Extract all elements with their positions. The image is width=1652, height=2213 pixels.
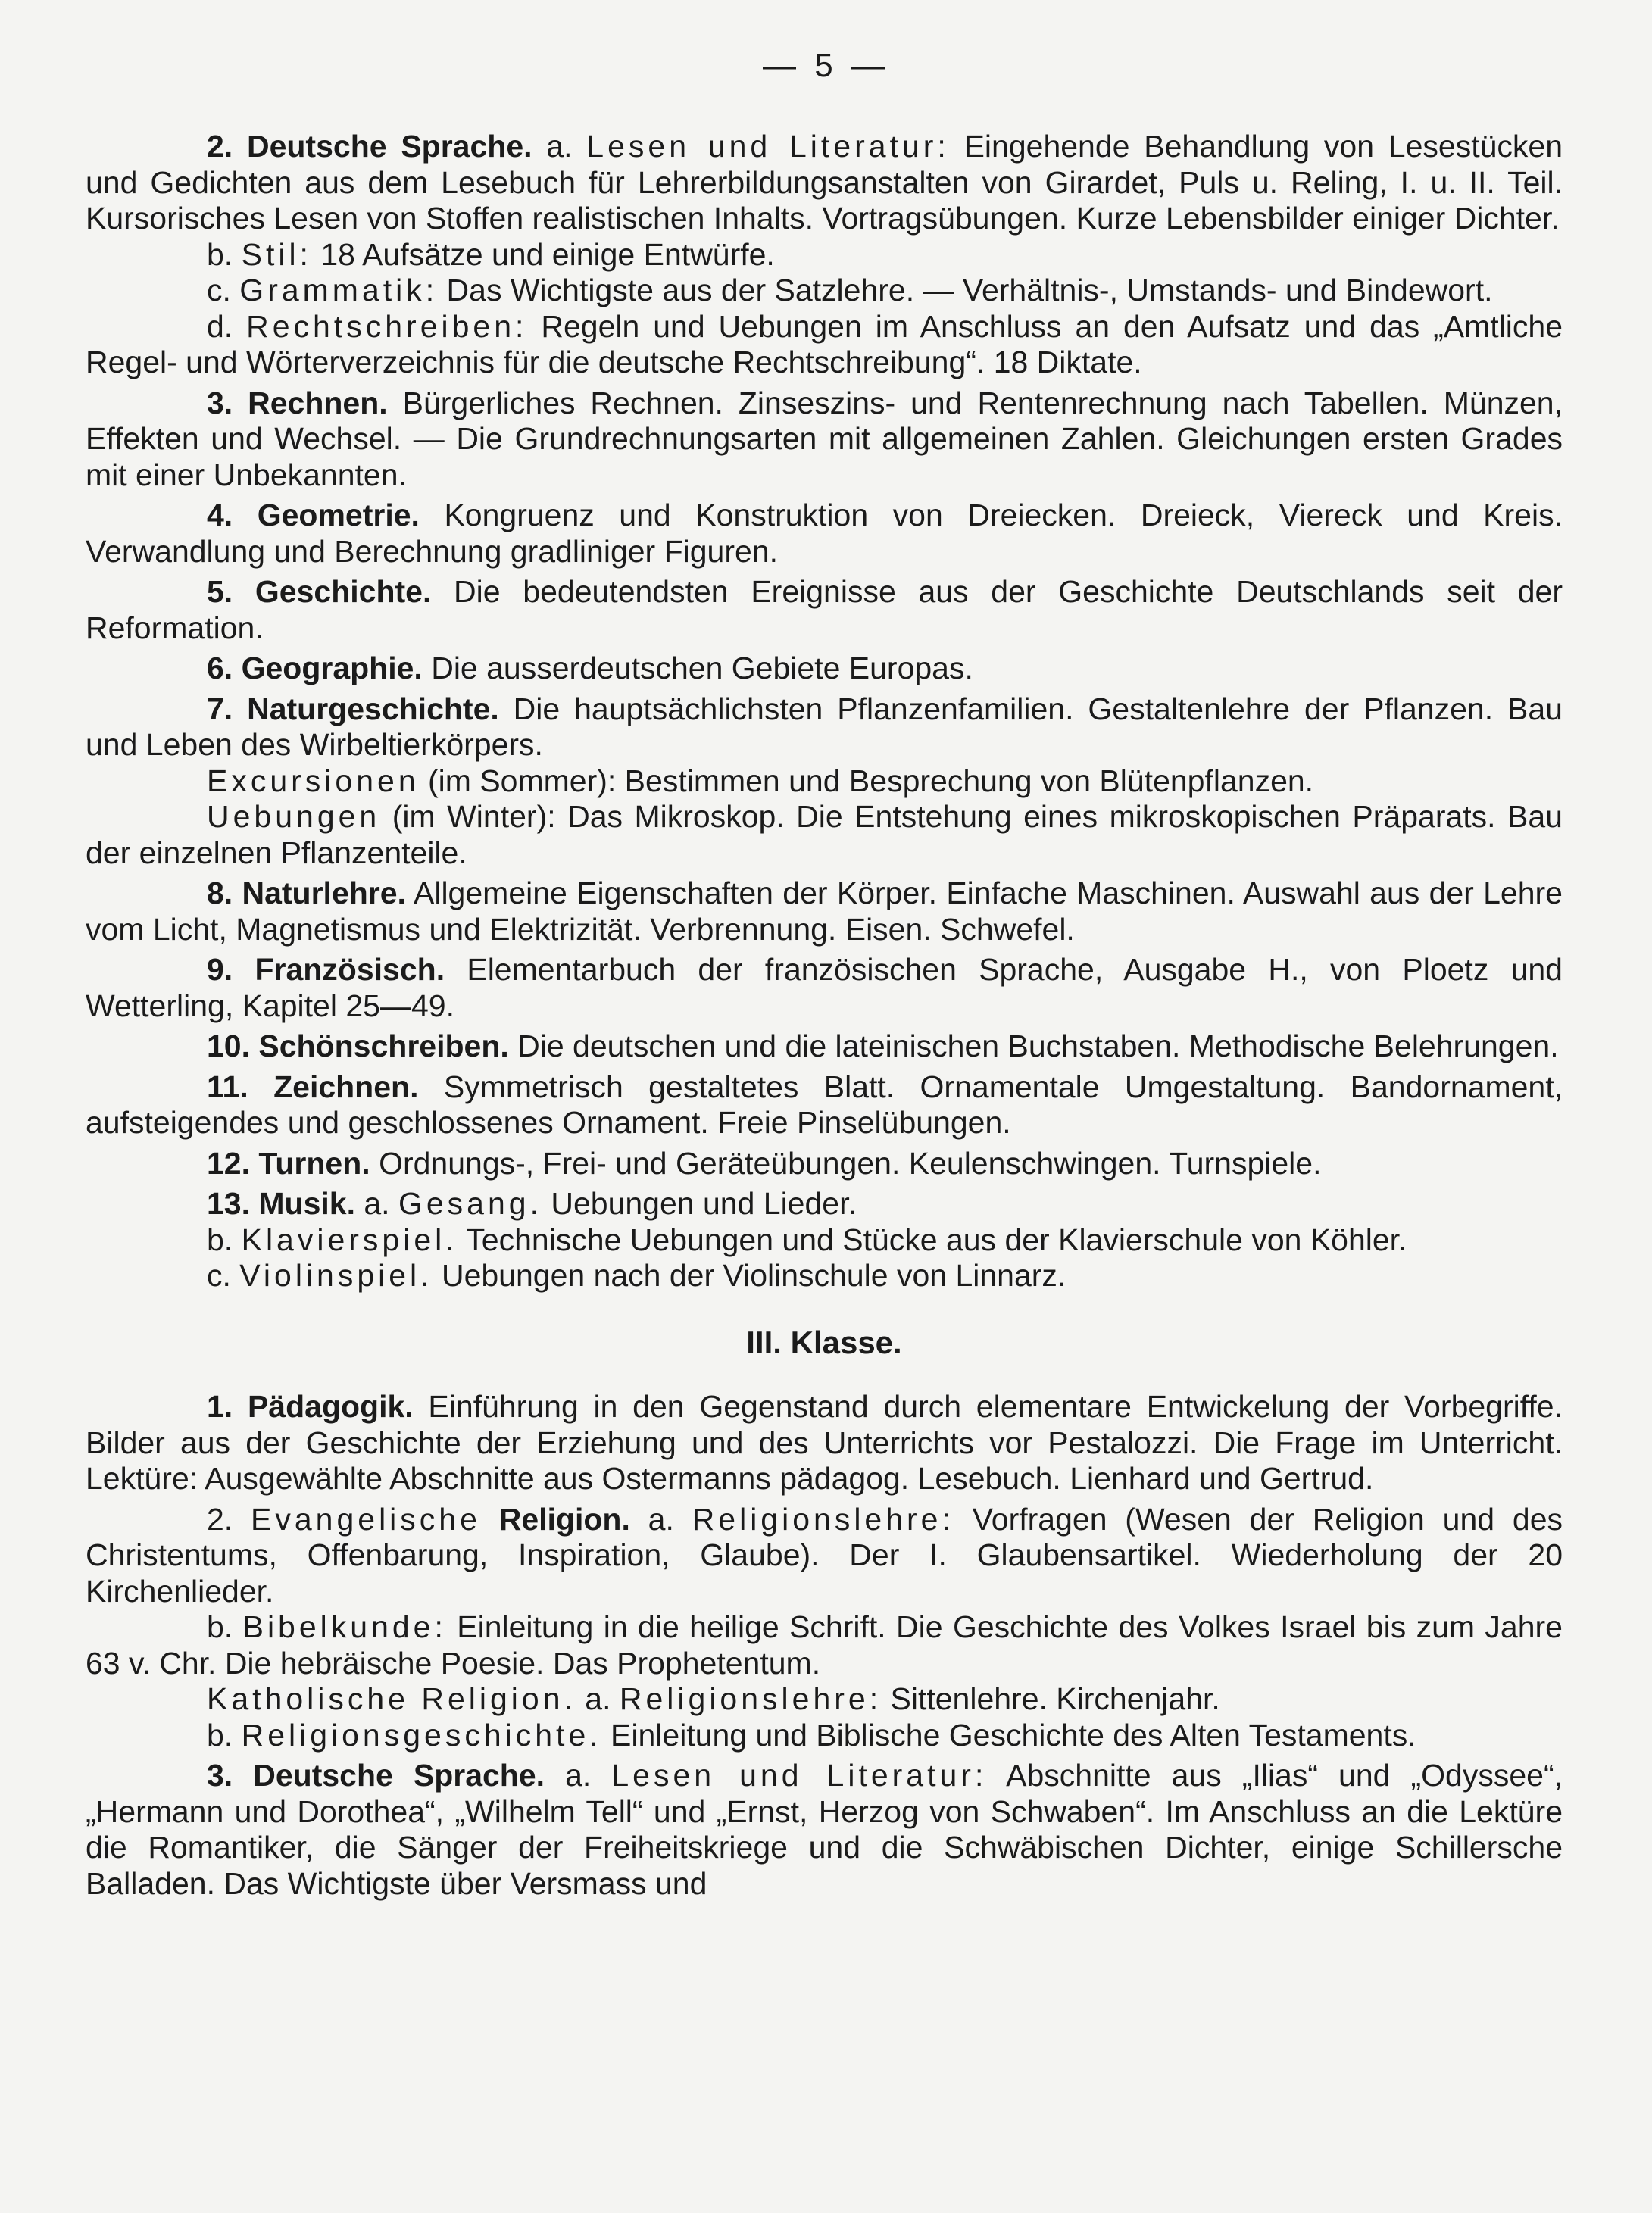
paragraph <box>86 799 1563 871</box>
text-run: Kongruenz und Konstruktion von Dreiecken. Dreieck, Viereck und Kreis. Verwandlung und Berechnung gradliniger Figuren. <box>86 498 1563 569</box>
spaced-subheading: Religionslehre: <box>692 1501 954 1537</box>
text-run: (im Sommer): Bestimmen und Besprechung von Blütenpflanzen. <box>419 763 1314 798</box>
subject-title: 11. Zeichnen. <box>207 1069 419 1104</box>
paragraph <box>86 876 1563 947</box>
text-run: d. <box>207 308 247 344</box>
text-run: Uebungen nach der Violinschule von Linnarz. <box>433 1258 1066 1293</box>
subject-title: 12. Turnen. <box>207 1145 370 1181</box>
subject-title: 4. Geometrie. <box>207 498 420 532</box>
subject-title: 2. Deutsche Sprache. <box>207 129 532 164</box>
text-run: Einleitung in die heilige Schrift. Die Geschichte des Volkes Israel bis zum Jahre 63 v. Chr. Die hebräische Poesie. Das Prophetentum. <box>86 1609 1563 1681</box>
spaced-subheading: Evangelische <box>251 1501 481 1537</box>
text-run: Die hauptsächlichsten Pflanzenfamilien. Gestaltenlehre der Pflanzen. Bau und Leben des Wirbeltierkörpers. <box>86 691 1563 762</box>
text-run: Die deutschen und die lateinischen Buchstaben. Methodische Belehrungen. <box>508 1028 1559 1063</box>
paragraph <box>86 1718 1563 1754</box>
paragraph <box>86 1146 1563 1182</box>
text-run: Ordnungs-, Frei- und Geräteübungen. Keulenschwingen. Turnspiele. <box>370 1145 1322 1181</box>
subject-title: 1. Pädagogik. <box>207 1389 414 1424</box>
paragraph <box>86 237 1563 273</box>
text-run: b. <box>207 1609 243 1644</box>
paragraph <box>86 385 1563 494</box>
paragraph <box>86 1609 1563 1681</box>
spaced-subheading: Grammatik: <box>239 273 439 307</box>
paragraph <box>86 498 1563 570</box>
section-heading: III. Klasse. <box>746 1324 902 1360</box>
subject-title: 9. Französisch. <box>207 952 445 987</box>
document-body <box>86 129 1563 1902</box>
text-run: Sittenlehre. Kirchenjahr. <box>882 1681 1220 1716</box>
paragraph <box>86 1028 1563 1065</box>
paragraph <box>86 1069 1563 1141</box>
text-run: b. <box>207 1222 242 1257</box>
text-run: Das Wichtigste aus der Satzlehre. — Verhältnis-, Umstands- und Bindewort. <box>438 273 1493 307</box>
text-run: Einleitung und Biblische Geschichte des Alten Testaments. <box>601 1717 1416 1753</box>
class-iii-curriculum <box>86 1389 1563 1902</box>
paragraph <box>86 1186 1563 1222</box>
paragraph <box>86 952 1563 1024</box>
paragraph <box>86 651 1563 687</box>
spaced-subheading: Excursionen <box>207 763 420 798</box>
subject-title: 3. Deutsche Sprache. <box>207 1758 545 1793</box>
text-run: a. <box>629 1501 692 1537</box>
subject-title: 5. Geschichte. <box>207 574 432 609</box>
paragraph <box>86 129 1563 237</box>
text-run: c. <box>207 273 240 307</box>
paragraph <box>86 273 1563 309</box>
text-run: a. <box>576 1681 620 1716</box>
text-run: c. <box>207 1258 240 1293</box>
text-run: b. <box>207 236 242 272</box>
text-run: b. <box>207 1717 242 1753</box>
subject-title: 13. Musik. <box>207 1186 355 1221</box>
spaced-subheading: Religionslehre: <box>619 1681 882 1716</box>
spaced-subheading: Violinspiel. <box>239 1258 433 1293</box>
paragraph <box>86 1222 1563 1259</box>
subject-title: 8. Naturlehre. <box>207 876 406 910</box>
paragraph <box>86 763 1563 800</box>
text-run: Abschnitte aus „Ilias“ und „Odyssee“, „Hermann und Dorothea“, „Wilhelm Tell“ und „Ernst, Herzog von Schwaben“. Im Anschluss an die Lektüre die Romantiker, die Sänger der Freiheitskriege und die Schwäbischen Dichter, einige Schillersche Balladen. Das Wichtigste über Versmass und <box>86 1758 1563 1901</box>
text-run <box>481 1502 499 1537</box>
text-run: a. <box>354 1186 398 1221</box>
text-run: 2. <box>207 1501 251 1537</box>
text-run: (im Winter): Das Mikroskop. Die Entstehung eines mikroskopischen Präparats. Bau der einzelnen Pflanzenteile. <box>86 799 1563 870</box>
text-run: a. <box>532 129 587 164</box>
subject-title: 7. Naturgeschichte. <box>207 691 499 726</box>
subject-title: Religion. <box>498 1501 630 1537</box>
text-run: Allgemeine Eigenschaften der Körper. Einfache Maschinen. Auswahl aus der Lehre vom Licht, Magnetismus und Elektrizität. Verbrennung. Eisen. Schwefel. <box>86 876 1563 947</box>
spaced-subheading: Lesen und Literatur: <box>586 129 950 164</box>
spaced-subheading: Gesang. <box>398 1186 542 1221</box>
spaced-subheading: Bibelkunde: <box>242 1609 447 1644</box>
paragraph <box>86 1502 1563 1610</box>
subject-title: 6. Geographie. <box>207 651 423 685</box>
text-run: Uebungen und Lieder. <box>542 1186 857 1221</box>
subject-title: 3. Rechnen. <box>207 385 388 420</box>
text-run: 18 Aufsätze und einige Entwürfe. <box>311 236 775 272</box>
paragraph <box>86 1258 1563 1294</box>
text-run: Die ausserdeutschen Gebiete Europas. <box>422 651 973 685</box>
subject-title: 10. Schönschreiben. <box>207 1028 509 1063</box>
paragraph <box>86 1389 1563 1497</box>
spaced-subheading: Katholische Religion. <box>207 1681 576 1716</box>
paragraph <box>86 574 1563 646</box>
text-run: Regeln und Uebungen im Anschluss an den Aufsatz und das „Amtliche Regel- und Wörterverzeichnis für die deutsche Rechtschreibung“. 18 Diktate. <box>86 308 1563 379</box>
paragraph <box>86 691 1563 763</box>
paragraph <box>86 309 1563 381</box>
paragraph <box>86 1681 1563 1718</box>
text-run: a. <box>545 1758 612 1793</box>
spaced-subheading: Rechtschreiben: <box>246 308 528 344</box>
paragraph <box>86 1758 1563 1902</box>
spaced-subheading: Klavierspiel. <box>241 1222 458 1257</box>
text-run: Elementarbuch der französischen Sprache, Ausgabe H., von Ploetz und Wetterling, Kapitel 25—49. <box>86 952 1563 1023</box>
text-run: Symmetrisch gestaltetes Blatt. Ornamentale Umgestaltung. Bandornament, aufsteigendes und geschlossenes Ornament. Freie Pinselübungen. <box>86 1069 1563 1140</box>
text-run: Einführung in den Gegenstand durch elementare Entwickelung der Vorbegriffe. Bilder aus der Geschichte der Erziehung und des Unterrichts vor Pestalozzi. Die Frage im Unterricht. Lektüre: Ausgewählte Abschnitte aus Ostermanns pädagog. Lesebuch. Lienhard und Gertrud. <box>86 1389 1563 1496</box>
text-run: Technische Uebungen und Stücke aus der Klavierschule von Köhler. <box>458 1222 1407 1257</box>
page-number: — 5 — <box>763 47 889 84</box>
spaced-subheading: Stil: <box>241 236 312 272</box>
spaced-subheading: Uebungen <box>207 799 381 834</box>
text-run: Eingehende Behandlung von Lesestücken und Gedichten aus dem Lesebuch für Lehrerbildungsanstalten von Girardet, Puls u. Reling, I. u. II. Teil. Kursorisches Lesen von Stoffen realistischen Inhalts. Vortragsübungen. Kurze Lebensbilder einiger Dichter. <box>86 129 1563 236</box>
class-ii-curriculum <box>86 129 1563 1294</box>
text-run: Bürgerliches Rechnen. Zinseszins- und Rentenrechnung nach Tabellen. Münzen, Effekten und Wechsel. — Die Grundrechnungsarten mit allgemeinen Zahlen. Gleichungen ersten Grades mit einer Unbekannten. <box>86 385 1563 492</box>
text-run: Die bedeutendsten Ereignisse aus der Geschichte Deutschlands seit der Reformation. <box>86 574 1563 645</box>
spaced-subheading: Lesen und Literatur: <box>611 1758 988 1793</box>
spaced-subheading: Religionsgeschichte. <box>241 1717 602 1753</box>
text-run: Vorfragen (Wesen der Religion und des Christentums, Offenbarung, Inspiration, Glaube). Der I. Glaubensartikel. Wiederholung der 20 Kirchenlieder. <box>86 1501 1563 1609</box>
